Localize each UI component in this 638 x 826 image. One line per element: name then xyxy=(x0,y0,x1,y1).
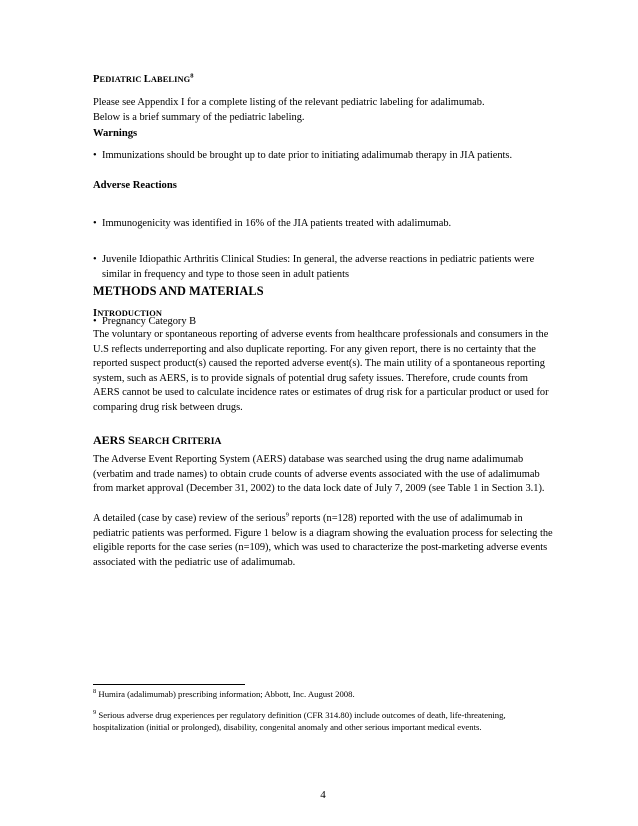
document-page xyxy=(93,0,553,801)
aers-paragraph-1: The Adverse Event Reporting System (AERS) database was searched using the drug name adalimumab (verbatim and trade names) to obtain crude counts of adverse events associated with the use of adalimumab from market approval (December 31, 2002) to the data lock date of July 7, 2009 (see Table 1 in Section 3.1). xyxy=(93,454,545,494)
bullet-icon: • xyxy=(93,254,97,265)
footnote-ref-9: 9 xyxy=(285,511,289,519)
section-heading-pediatric-labeling: PEDIATRIC LABELING$^8$ xyxy=(93,72,194,85)
warnings-heading: Warnings xyxy=(93,128,138,139)
adverse-reactions-bullet-3: • Pregnancy Category B xyxy=(93,315,562,330)
adverse-reactions-heading: Adverse Reactions xyxy=(93,180,177,191)
bullet-icon: • xyxy=(93,150,97,161)
adverse-reactions-bullet-1: • Immunogenicity was identified in 16% of the JIA patients treated with adalimumab. xyxy=(93,217,562,232)
introduction-paragraph: The voluntary or spontaneous reporting of adverse events from healthcare professionals and consumers in the U.S reflects underreporting and also duplicate reporting. For any given report, there is no certainty that the reported suspect product(s) caused the reported adverse event(s). The main utility of a spontaneous reporting system, such as AERS, is to provide signals of potential drug safety issues. Therefore, crude counts from AERS cannot be used to calculate incidence rates or estimates of drug risk for a particular product or used for comparing drug risk between drugs. xyxy=(93,329,549,413)
adverse-reactions-bullet-2: • Juvenile Idiopathic Arthritis Clinical Studies: In general, the adverse reactions in pediatric patients were similar in frequency and type to those seen in adult patients xyxy=(93,254,535,280)
bullet-icon: • xyxy=(93,316,97,327)
aers-search-criteria-heading: AERS SEARCH CRITERIA xyxy=(93,433,222,447)
page-number: 4 xyxy=(320,789,326,801)
warnings-bullet: • Immunizations should be brought up to date prior to initiating adalimumab therapy in JIA patients. xyxy=(93,149,562,164)
footnote-8: $^8$ Humira (adalimumab) prescribing information; Abbott, Inc. August 2008. xyxy=(93,688,355,699)
pediatric-labeling-intro: Please see Appendix I for a complete listing of the relevant pediatric labeling for adalimumab. Below is a brief summary of the pediatric labeling. xyxy=(93,97,485,123)
footnote-ref-8: 8 xyxy=(190,72,194,80)
bullet-icon: • xyxy=(93,217,97,229)
footnote-separator xyxy=(93,684,245,685)
aers-paragraph-2: A detailed (case by case) review of the serious$^9$ reports (n=128) reported with the use of adalimumab in pediatric patients was performed. Figure 1 below is a diagram showing the evaluation process for selecting the eligible reports for the case series (n=109), which was used to characterize the post-marketing adverse events associated with the pediatric use of adalimumab. xyxy=(93,511,553,568)
introduction-heading: INTRODUCTION xyxy=(93,308,163,319)
methods-and-materials-heading: METHODS AND MATERIALS xyxy=(93,284,264,298)
footnote-9: $^9$ Serious adverse drug experiences per regulatory definition (CFR 314.80) include outcomes of death, life-threatening, hospitalization (initial or prolonged), disability, congenital anomaly and other serious important medical events. xyxy=(93,709,506,732)
